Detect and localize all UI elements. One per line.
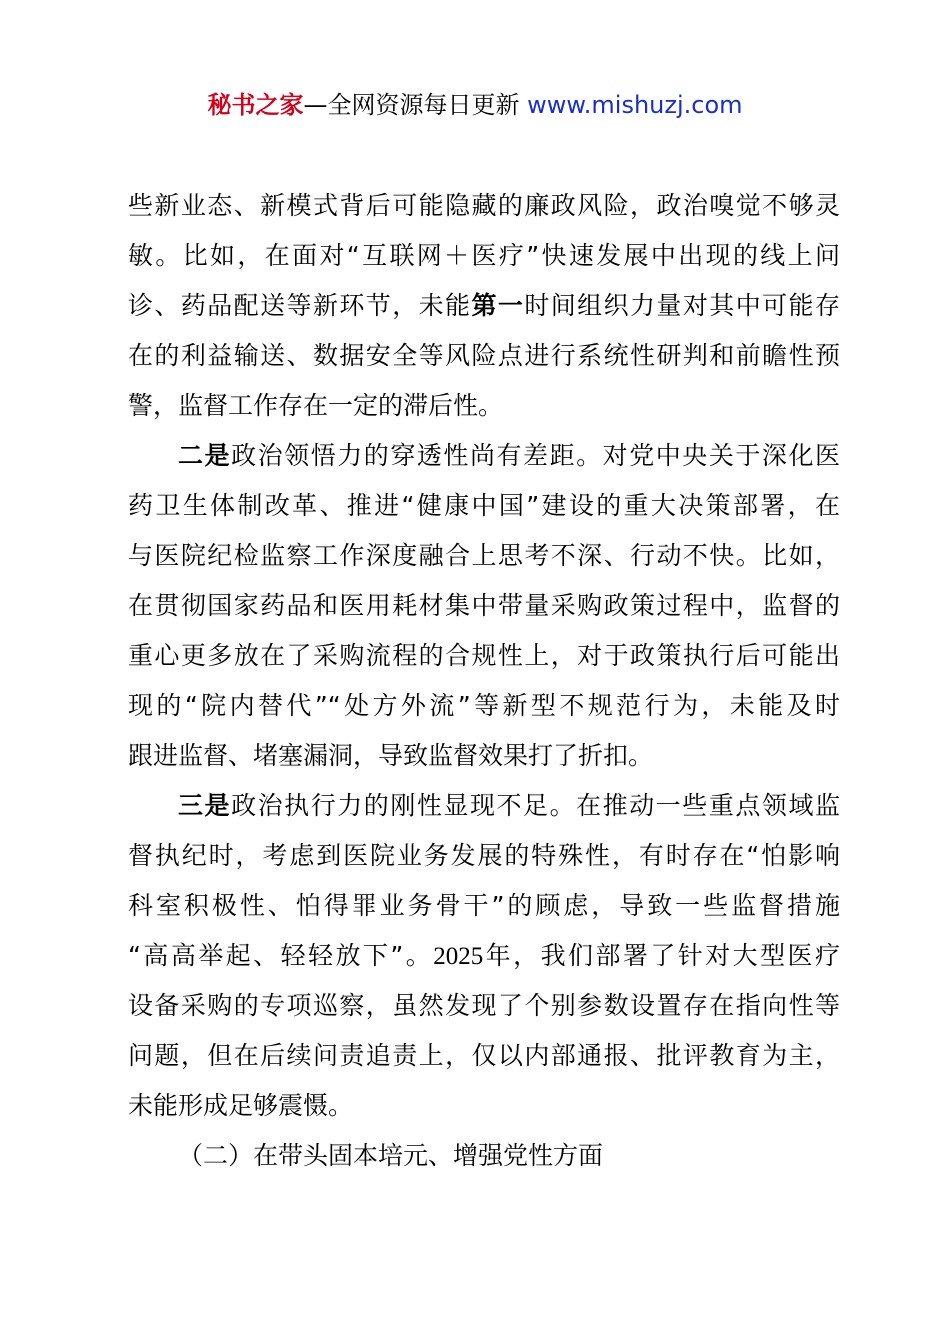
header-tagline: —全网资源每日更新 (303, 91, 520, 119)
brand-name: 秘书之家 (207, 91, 304, 119)
paragraph-2 (128, 431, 840, 781)
website-link[interactable]: www.mishuzj.com (527, 91, 743, 119)
text-segment: 时间组织力量对其中可能存 (524, 291, 840, 320)
text-line: 未能形成足够震慑。 (128, 1091, 354, 1120)
text-line (128, 431, 840, 481)
page-header (0, 88, 950, 122)
text-line (128, 781, 840, 831)
bold-text: 第一 (471, 291, 525, 320)
text-line: 督执纪时，考虑到医院业务发展的特殊性，有时存在“怕影响 (128, 841, 840, 870)
paragraph-lead: 二是 (178, 441, 232, 470)
text-line: 科室积极性、怕得罪业务骨干”的顾虑，导致一些监督措施 (128, 891, 840, 920)
text-line (128, 281, 840, 331)
text-line (128, 931, 840, 981)
text-line: 警，监督工作存在一定的滞后性。 (128, 391, 504, 420)
text-line: 敏。比如，在面对“互联网＋医疗”快速发展中出现的线上问 (128, 241, 840, 270)
text-segment: 诊、药品配送等新环节，未能 (128, 291, 472, 320)
paragraph-lead: 三是 (178, 791, 232, 820)
paragraph-1 (128, 181, 840, 431)
text-line: 重心更多放在了采购流程的合规性上，对于政策执行后可能出 (128, 641, 840, 670)
paragraph-3 (128, 781, 840, 1131)
text-segment: 政治领悟力的穿透性尚有差距。对党中央关于深化医 (231, 441, 840, 470)
text-segment: “高高举起、轻轻放下”。 (128, 941, 434, 970)
text-segment: 年，我们部署了针对大型医疗 (483, 941, 840, 970)
document-body (128, 181, 840, 1181)
text-line: 些新业态、新模式背后可能隐藏的廉政风险，政治嗅觉不够灵 (128, 191, 840, 220)
text-segment: 政治执行力的刚性显现不足。在推动一些重点领域监 (231, 791, 840, 820)
section-heading: （二）在带头固本培元、增强党性方面 (178, 1141, 604, 1170)
text-line: 在的利益输送、数据安全等风险点进行系统性研判和前瞻性预 (128, 341, 840, 370)
year-number: 2025 (433, 943, 484, 970)
text-line: 设备采购的专项巡察，虽然发现了个别参数设置存在指向性等 (128, 991, 840, 1020)
text-line: 跟进监督、堵塞漏洞，导致监督效果打了折扣。 (128, 741, 654, 770)
text-line: 与医院纪检监察工作深度融合上思考不深、行动不快。比如， (128, 541, 840, 570)
text-line: 在贯彻国家药品和医用耗材集中带量采购政策过程中，监督的 (128, 591, 840, 620)
text-line: 现的“院内替代”“处方外流”等新型不规范行为，未能及时 (128, 691, 840, 720)
text-line: 问题，但在后续问责追责上，仅以内部通报、批评教育为主， (128, 1041, 840, 1070)
text-line: 药卫生体制改革、推进“健康中国”建设的重大决策部署，在 (128, 491, 840, 520)
